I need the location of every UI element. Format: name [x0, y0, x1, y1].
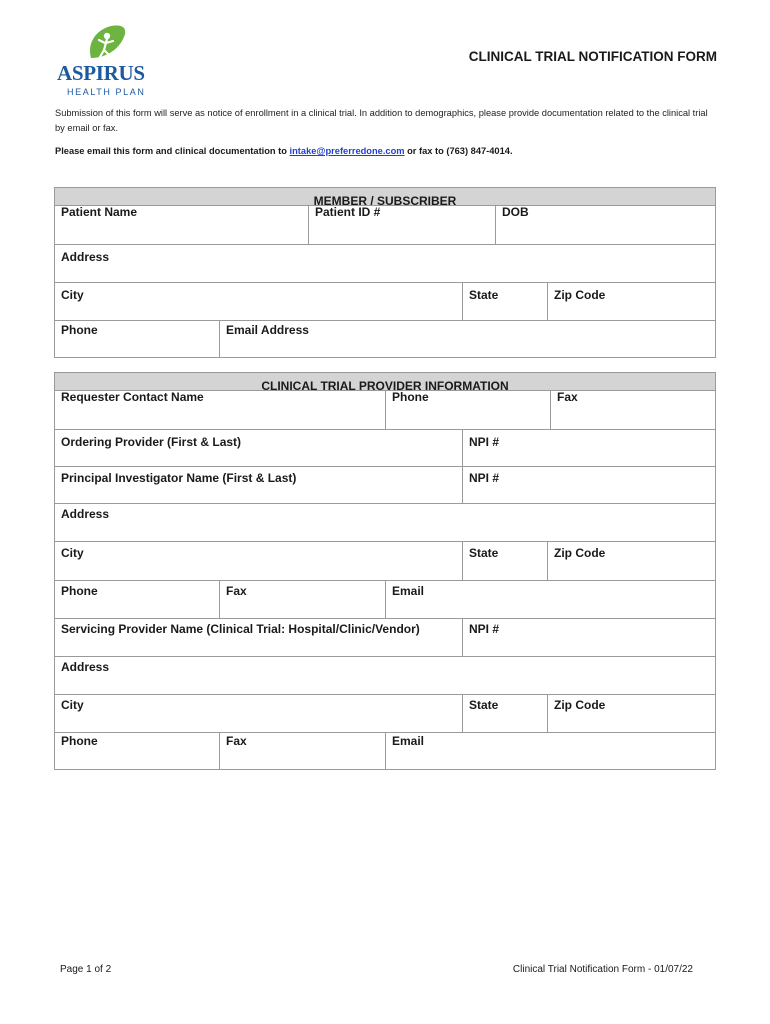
provider-header-row [55, 373, 715, 391]
servicing-address-row [55, 656, 715, 694]
aspirus-logo [55, 24, 159, 104]
member-email-field[interactable] [219, 321, 715, 357]
servicing-fax-label: Fax [226, 734, 247, 748]
provider-address-field[interactable] [55, 504, 715, 541]
member-phone-row [55, 320, 715, 357]
servicing-email-label: Email [392, 734, 425, 748]
provider-info-table [54, 372, 716, 770]
ordering-provider-field[interactable] [55, 430, 462, 466]
intake-email-link[interactable]: intake@preferredone.com [289, 146, 405, 156]
servicing-state-label: State [469, 698, 499, 712]
member-city-field[interactable] [55, 283, 462, 320]
ordering-provider-row [55, 429, 715, 466]
principal-npi-field[interactable] [462, 467, 715, 503]
provider-email-label: Email [392, 584, 425, 598]
requester-phone-field[interactable] [385, 391, 550, 429]
provider-city-label: City [61, 546, 84, 560]
logo-wordmark: ASPIRUS [57, 61, 145, 85]
member-header-row [55, 188, 715, 206]
requester-phone-label: Phone [392, 390, 429, 404]
provider-fax-field[interactable] [219, 581, 385, 618]
ordering-npi-label: NPI # [469, 435, 500, 449]
servicing-address-label: Address [61, 660, 110, 674]
ordering-provider-label: Ordering Provider (First & Last) [61, 435, 242, 449]
servicing-state-field[interactable] [462, 695, 547, 732]
principal-investigator-row [55, 466, 715, 503]
member-state-label: State [469, 288, 499, 302]
contact-instructions [55, 146, 513, 156]
servicing-fax-field[interactable] [219, 733, 385, 769]
member-phone-label: Phone [61, 323, 98, 337]
requester-fax-field[interactable] [550, 391, 715, 429]
patient-id-field[interactable] [308, 206, 495, 244]
servicing-email-field[interactable] [385, 733, 715, 769]
dob-field[interactable] [495, 206, 715, 244]
member-subscriber-table [54, 187, 716, 358]
servicing-provider-field[interactable] [55, 619, 462, 656]
dob-label: DOB [502, 205, 529, 219]
provider-city-row [55, 541, 715, 580]
provider-header: CLINICAL TRIAL PROVIDER INFORMATION [261, 379, 509, 393]
provider-phone-label: Phone [61, 584, 98, 598]
provider-fax-label: Fax [226, 584, 247, 598]
provider-phone-field[interactable] [55, 581, 219, 618]
provider-address-row [55, 503, 715, 541]
servicing-provider-label: Servicing Provider Name (Clinical Trial: Hospital/Clinic/Vendor) [61, 622, 420, 636]
provider-state-field[interactable] [462, 542, 547, 580]
member-address-label: Address [61, 250, 110, 264]
page-number: Page 1 of 2 [60, 964, 112, 975]
provider-zip-field[interactable] [547, 542, 715, 580]
provider-zip-label: Zip Code [554, 546, 606, 560]
servicing-npi-field[interactable] [462, 619, 715, 656]
patient-name-label: Patient Name [61, 205, 138, 219]
member-zip-field[interactable] [547, 283, 715, 320]
ordering-npi-field[interactable] [462, 430, 715, 466]
form-title: CLINICAL TRIAL NOTIFICATION FORM [468, 49, 717, 64]
member-phone-field[interactable] [55, 321, 219, 357]
servicing-phone-field[interactable] [55, 733, 219, 769]
requester-row [55, 391, 715, 429]
provider-address-label: Address [61, 507, 110, 521]
servicing-city-row [55, 694, 715, 732]
servicing-city-field[interactable] [55, 695, 462, 732]
provider-phone-row [55, 580, 715, 618]
patient-id-label: Patient ID # [315, 205, 381, 219]
member-state-field[interactable] [462, 283, 547, 320]
member-city-row [55, 282, 715, 320]
logo-subtitle: HEALTH PLAN [67, 87, 146, 97]
requester-name-field[interactable] [55, 391, 385, 429]
member-zip-label: Zip Code [554, 288, 606, 302]
provider-state-label: State [469, 546, 499, 560]
patient-name-field[interactable] [55, 206, 308, 244]
principal-investigator-label: Principal Investigator Name (First & Last) [61, 471, 297, 485]
intro-text: Submission of this form will serve as notice of enrollment in a clinical trial. In addition to demographics, please provide documentation related to the clinical trial by email or fax. [55, 108, 708, 133]
member-email-label: Email Address [226, 323, 309, 337]
servicing-zip-field[interactable] [547, 695, 715, 732]
principal-npi-label: NPI # [469, 471, 500, 485]
servicing-provider-row [55, 618, 715, 656]
leaf-figure-icon [85, 24, 127, 60]
requester-name-label: Requester Contact Name [61, 390, 204, 404]
provider-email-field[interactable] [385, 581, 715, 618]
servicing-phone-row [55, 732, 715, 769]
servicing-city-label: City [61, 698, 84, 712]
principal-investigator-field[interactable] [55, 467, 462, 503]
member-address-field[interactable] [55, 245, 715, 282]
form-version: Clinical Trial Notification Form - 01/07/22 [512, 964, 693, 975]
member-city-label: City [61, 288, 84, 302]
member-address-row [55, 244, 715, 282]
member-header: MEMBER / SUBSCRIBER [313, 194, 457, 208]
servicing-zip-label: Zip Code [554, 698, 606, 712]
provider-city-field[interactable] [55, 542, 462, 580]
requester-fax-label: Fax [557, 390, 578, 404]
servicing-address-field[interactable] [55, 657, 715, 694]
patient-row [55, 206, 715, 244]
contact-prefix: Please email this form and clinical documentation to [55, 146, 290, 156]
contact-suffix: or fax to (763) 847-4014. [404, 146, 513, 156]
servicing-phone-label: Phone [61, 734, 98, 748]
servicing-npi-label: NPI # [469, 622, 500, 636]
